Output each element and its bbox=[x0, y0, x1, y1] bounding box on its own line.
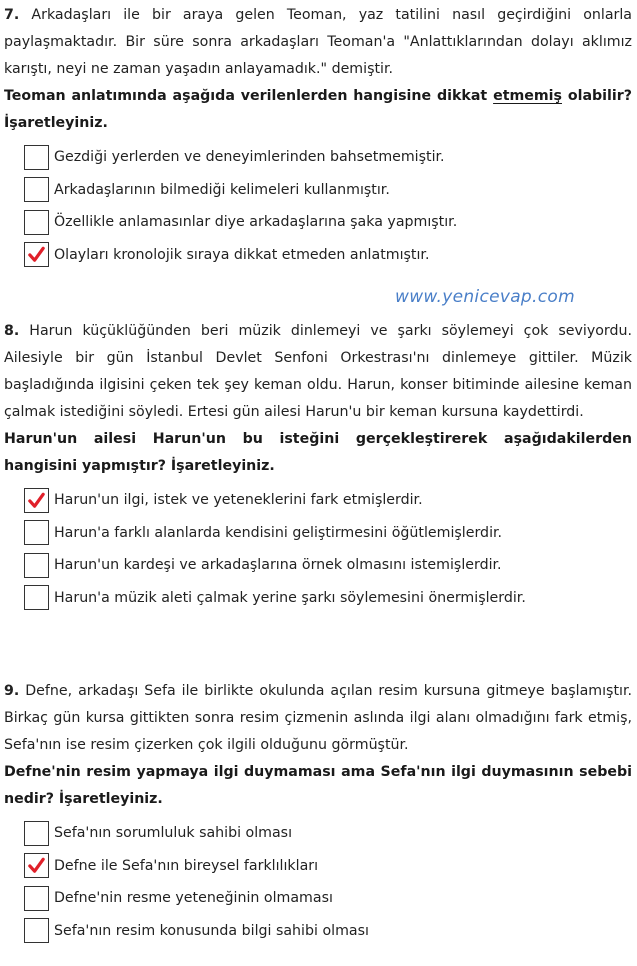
prompt-emphasis: etmemiş bbox=[493, 88, 562, 104]
answer-option[interactable] bbox=[24, 817, 632, 850]
question-prompt: Defne'nin resim yapmaya ilgi duymaması ama Sefa'nın ilgi duymasının sebebi nedir? İşaretleyiniz. bbox=[4, 764, 632, 807]
option-label: Defne'nin resme yeteneğinin olmaması bbox=[54, 890, 333, 907]
question-stem bbox=[4, 678, 632, 759]
question-7 bbox=[4, 2, 632, 271]
answer-option[interactable] bbox=[24, 206, 632, 239]
checkbox-checked[interactable] bbox=[24, 853, 49, 878]
question-text: Defne, arkadaşı Sefa ile birlikte okulunda açılan resim kursuna gitmeye başlamıştır. Birkaç gün kursa gittikten sonra resim çizmenin aslında ilgi alanı olmadığını fark etmiş, Sefa'nın ise resim çizerken çok ilgili olduğunu görmüştür. bbox=[4, 683, 632, 753]
answer-options bbox=[4, 141, 632, 271]
answer-option[interactable] bbox=[24, 517, 632, 550]
option-label: Arkadaşlarının bilmediği kelimeleri kullanmıştır. bbox=[54, 181, 390, 198]
option-label: Harun'un kardeşi ve arkadaşlarına örnek olmasını istemişlerdir. bbox=[54, 557, 502, 574]
question-text: Arkadaşları ile bir araya gelen Teoman, yaz tatilini nasıl geçirdiğini onlarla paylaşmaktadır. Bir süre sonra arkadaşları Teoman'a "Anlattıklarından dolayı aklımız karıştı, neyi ne zaman yaşadın anlayamadık." demiştir. bbox=[4, 7, 632, 77]
question-prompt bbox=[4, 83, 632, 137]
checkmark-icon bbox=[27, 245, 46, 264]
answer-options bbox=[4, 817, 632, 947]
answer-option[interactable] bbox=[24, 850, 632, 883]
prompt-text-end: olabilir? İşaretleyiniz. bbox=[4, 88, 632, 131]
answer-option[interactable] bbox=[24, 484, 632, 517]
question-stem bbox=[4, 318, 632, 426]
checkbox[interactable] bbox=[24, 210, 49, 235]
question-number: 9. bbox=[4, 683, 20, 699]
option-label: Sefa'nın sorumluluk sahibi olması bbox=[54, 825, 293, 842]
option-label: Sefa'nın resim konusunda bilgi sahibi olması bbox=[54, 922, 369, 939]
answer-option[interactable] bbox=[24, 582, 632, 615]
answer-option[interactable] bbox=[24, 174, 632, 207]
question-9 bbox=[4, 678, 632, 947]
option-label: Defne ile Sefa'nın bireysel farklılıkları bbox=[54, 857, 319, 874]
checkbox[interactable] bbox=[24, 145, 49, 170]
checkbox[interactable] bbox=[24, 821, 49, 846]
checkbox[interactable] bbox=[24, 520, 49, 545]
answer-option[interactable] bbox=[24, 239, 632, 272]
answer-option[interactable] bbox=[24, 549, 632, 582]
answer-option[interactable] bbox=[24, 882, 632, 915]
question-8 bbox=[4, 318, 632, 614]
option-label: Gezdiği yerlerden ve deneyimlerinden bahsetmemiştir. bbox=[54, 149, 445, 166]
checkbox[interactable] bbox=[24, 177, 49, 202]
checkbox[interactable] bbox=[24, 918, 49, 943]
checkbox[interactable] bbox=[24, 886, 49, 911]
checkmark-icon bbox=[27, 856, 46, 875]
option-label: Harun'un ilgi, istek ve yeteneklerini fark etmişlerdir. bbox=[54, 492, 423, 509]
option-label: Harun'a müzik aleti çalmak yerine şarkı söylemesini önermişlerdir. bbox=[54, 589, 526, 606]
checkbox[interactable] bbox=[24, 553, 49, 578]
checkbox[interactable] bbox=[24, 585, 49, 610]
question-prompt: Harun'un ailesi Harun'un bu isteğini gerçekleştirerek aşağıdakilerden hangisini yapmıştır? İşaretleyiniz. bbox=[4, 431, 632, 474]
option-label: Olayları kronolojik sıraya dikkat etmeden anlatmıştır. bbox=[54, 246, 430, 263]
question-number: 8. bbox=[4, 323, 20, 339]
question-number: 7. bbox=[4, 7, 20, 23]
prompt-text-start: Teoman anlatımında aşağıda verilenlerden hangisine dikkat bbox=[4, 88, 494, 104]
checkmark-icon bbox=[27, 491, 46, 510]
answer-option[interactable] bbox=[24, 141, 632, 174]
checkbox-checked[interactable] bbox=[24, 488, 49, 513]
option-label: Özellikle anlamasınlar diye arkadaşlarına şaka yapmıştır. bbox=[54, 214, 458, 231]
answer-option[interactable] bbox=[24, 915, 632, 948]
watermark-text: www.yenicevap.com bbox=[395, 287, 575, 307]
answer-options bbox=[4, 484, 632, 614]
checkbox-checked[interactable] bbox=[24, 242, 49, 267]
question-text: Harun küçüklüğünden beri müzik dinlemeyi ve şarkı söylemeyi çok seviyordu. Ailesiyle bir gün İstanbul Devlet Senfoni Orkestrası'nı dinlemeye gittiler. Müzik başladığında ilgisini çeken tek şey keman oldu. Harun, konser bitiminde ailesine keman çalmak istediğini söyledi. Ertesi gün ailesi Harun'u bir keman kursuna kaydettirdi. bbox=[4, 323, 632, 420]
question-stem bbox=[4, 2, 632, 83]
option-label: Harun'a farklı alanlarda kendisini geliştirmesini öğütlemişlerdir. bbox=[54, 524, 503, 541]
